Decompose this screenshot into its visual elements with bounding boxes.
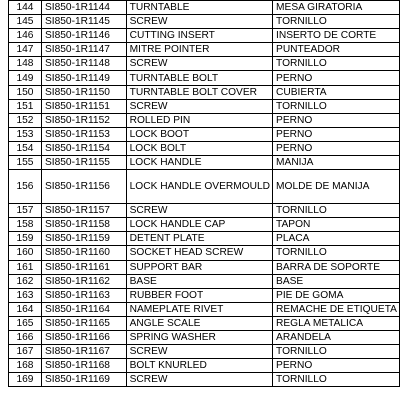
part-code-cell: SI850-1R1167 — [41, 345, 126, 359]
description-spanish-cell: PLACA — [273, 232, 400, 246]
description-english-cell: RUBBER FOOT — [126, 288, 272, 302]
table-row — [9, 373, 400, 387]
part-code-cell: SI850-1R1150 — [41, 85, 126, 99]
part-code-cell: SI850-1R1155 — [41, 156, 126, 170]
table-row — [9, 232, 400, 246]
description-spanish-cell: PERNO — [273, 71, 400, 85]
description-english-cell: LOCK BOOT — [126, 127, 272, 141]
part-code-cell: SI850-1R1164 — [41, 302, 126, 316]
part-number-cell: 152 — [9, 113, 42, 127]
description-spanish-cell: BARRA DE SOPORTE — [273, 260, 400, 274]
description-english-cell: SPRING WASHER — [126, 330, 272, 344]
part-code-cell: SI850-1R1147 — [41, 43, 126, 57]
description-english-cell: LOCK HANDLE — [126, 156, 272, 170]
description-english-cell: SCREW — [126, 99, 272, 113]
description-spanish-cell: BASE — [273, 274, 400, 288]
description-spanish-cell: REGLA METALICA — [273, 316, 400, 330]
part-code-cell: SI850-1R1151 — [41, 99, 126, 113]
description-english-cell: NAMEPLATE RIVET — [126, 302, 272, 316]
description-spanish-cell: TORNILLO — [273, 246, 400, 260]
part-number-cell: 159 — [9, 232, 42, 246]
part-number-cell: 157 — [9, 204, 42, 218]
description-spanish-cell: TORNILLO — [273, 57, 400, 71]
description-english-cell: SCREW — [126, 15, 272, 29]
table-row — [9, 359, 400, 373]
description-english-cell: SCREW — [126, 345, 272, 359]
description-spanish-cell: TORNILLO — [273, 204, 400, 218]
description-spanish-cell: REMACHE DE ETIQUETA — [273, 302, 400, 316]
description-spanish-cell: TORNILLO — [273, 373, 400, 387]
part-code-cell: SI850-1R1160 — [41, 246, 126, 260]
parts-table-body — [9, 1, 400, 387]
part-number-cell: 161 — [9, 260, 42, 274]
part-number-cell: 145 — [9, 15, 42, 29]
part-number-cell: 148 — [9, 57, 42, 71]
table-row — [9, 43, 400, 57]
part-number-cell: 169 — [9, 373, 42, 387]
part-code-cell: SI850-1R1148 — [41, 57, 126, 71]
part-code-cell: SI850-1R1166 — [41, 330, 126, 344]
table-row — [9, 345, 400, 359]
description-spanish-cell: ARANDELA — [273, 330, 400, 344]
description-english-cell: CUTTING INSERT — [126, 29, 272, 43]
part-code-cell: SI850-1R1159 — [41, 232, 126, 246]
part-code-cell: SI850-1R1145 — [41, 15, 126, 29]
description-english-cell: SOCKET HEAD SCREW — [126, 246, 272, 260]
part-code-cell: SI850-1R1168 — [41, 359, 126, 373]
part-number-cell: 155 — [9, 156, 42, 170]
description-spanish-cell: INSERTO DE CORTE — [273, 29, 400, 43]
description-spanish-cell: PERNO — [273, 359, 400, 373]
table-row — [9, 170, 400, 204]
description-english-cell: TURNTABLE BOLT COVER — [126, 85, 272, 99]
part-number-cell: 163 — [9, 288, 42, 302]
part-code-cell: SI850-1R1163 — [41, 288, 126, 302]
table-row — [9, 57, 400, 71]
part-number-cell: 154 — [9, 141, 42, 155]
part-code-cell: SI850-1R1169 — [41, 373, 126, 387]
description-spanish-cell: PERNO — [273, 141, 400, 155]
part-code-cell: SI850-1R1162 — [41, 274, 126, 288]
description-english-cell: BASE — [126, 274, 272, 288]
description-spanish-cell: PERNO — [273, 113, 400, 127]
description-spanish-cell: MOLDE DE MANIJA — [273, 170, 400, 204]
table-row — [9, 113, 400, 127]
part-number-cell: 166 — [9, 330, 42, 344]
part-code-cell: SI850-1R1161 — [41, 260, 126, 274]
description-spanish-cell: CUBIERTA — [273, 85, 400, 99]
part-number-cell: 153 — [9, 127, 42, 141]
description-english-cell: SCREW — [126, 57, 272, 71]
description-spanish-cell: TAPON — [273, 218, 400, 232]
parts-table — [8, 0, 400, 387]
part-number-cell: 167 — [9, 345, 42, 359]
table-row — [9, 71, 400, 85]
table-row — [9, 288, 400, 302]
table-row — [9, 218, 400, 232]
part-number-cell: 168 — [9, 359, 42, 373]
description-spanish-cell: TORNILLO — [273, 15, 400, 29]
part-number-cell: 146 — [9, 29, 42, 43]
table-row — [9, 1, 400, 15]
table-row — [9, 274, 400, 288]
part-code-cell: SI850-1R1157 — [41, 204, 126, 218]
part-code-cell: SI850-1R1152 — [41, 113, 126, 127]
table-row — [9, 99, 400, 113]
part-number-cell: 151 — [9, 99, 42, 113]
description-english-cell: MITRE POINTER — [126, 43, 272, 57]
description-english-cell: SUPPORT BAR — [126, 260, 272, 274]
table-row — [9, 302, 400, 316]
description-english-cell: LOCK HANDLE CAP — [126, 218, 272, 232]
table-row — [9, 85, 400, 99]
description-spanish-cell: MESA GIRATORIA — [273, 1, 400, 15]
table-row — [9, 316, 400, 330]
table-row — [9, 330, 400, 344]
part-code-cell: SI850-1R1165 — [41, 316, 126, 330]
description-english-cell: ANGLE SCALE — [126, 316, 272, 330]
part-code-cell: SI850-1R1154 — [41, 141, 126, 155]
table-row — [9, 141, 400, 155]
part-code-cell: SI850-1R1156 — [41, 170, 126, 204]
part-number-cell: 149 — [9, 71, 42, 85]
part-number-cell: 158 — [9, 218, 42, 232]
table-row — [9, 127, 400, 141]
description-english-cell: SCREW — [126, 373, 272, 387]
description-english-cell: DETENT PLATE — [126, 232, 272, 246]
description-english-cell: LOCK BOLT — [126, 141, 272, 155]
description-spanish-cell: TORNILLO — [273, 345, 400, 359]
description-english-cell: LOCK HANDLE OVERMOULD — [126, 170, 272, 204]
part-number-cell: 160 — [9, 246, 42, 260]
description-spanish-cell: PUNTEADOR — [273, 43, 400, 57]
table-row — [9, 15, 400, 29]
part-code-cell: SI850-1R1146 — [41, 29, 126, 43]
description-spanish-cell: MANIJA — [273, 156, 400, 170]
description-spanish-cell: PERNO — [273, 127, 400, 141]
part-number-cell: 150 — [9, 85, 42, 99]
part-number-cell: 165 — [9, 316, 42, 330]
description-english-cell: BOLT KNURLED — [126, 359, 272, 373]
part-code-cell: SI850-1R1158 — [41, 218, 126, 232]
table-row — [9, 260, 400, 274]
description-spanish-cell: PIE DE GOMA — [273, 288, 400, 302]
description-english-cell: TURNTABLE — [126, 1, 272, 15]
table-row — [9, 246, 400, 260]
table-row — [9, 29, 400, 43]
part-code-cell: SI850-1R1153 — [41, 127, 126, 141]
part-code-cell: SI850-1R1149 — [41, 71, 126, 85]
description-english-cell: ROLLED PIN — [126, 113, 272, 127]
table-row — [9, 204, 400, 218]
description-english-cell: SCREW — [126, 204, 272, 218]
part-number-cell: 164 — [9, 302, 42, 316]
part-number-cell: 147 — [9, 43, 42, 57]
part-number-cell: 144 — [9, 1, 42, 15]
part-code-cell: SI850-1R1144 — [41, 1, 126, 15]
part-number-cell: 156 — [9, 170, 42, 204]
part-number-cell: 162 — [9, 274, 42, 288]
table-row — [9, 156, 400, 170]
description-english-cell: TURNTABLE BOLT — [126, 71, 272, 85]
description-spanish-cell: TORNILLO — [273, 99, 400, 113]
